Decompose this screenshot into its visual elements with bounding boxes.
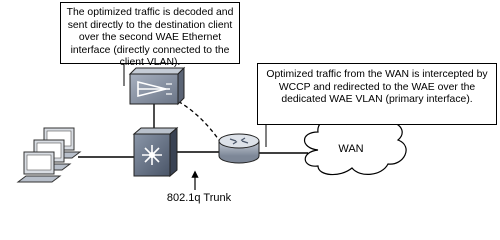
callout-wccp-intercept bbox=[257, 63, 497, 125]
wae-appliance-icon bbox=[130, 68, 184, 104]
switch-icon bbox=[134, 128, 177, 176]
wan-label: WAN bbox=[338, 143, 364, 155]
callout-decoded-traffic bbox=[60, 2, 240, 69]
callout-decoded-traffic-text: The optimized traffic is decoded and sent directly to the destination client over the second WAE Ethernet interface (directly connected to the client VLAN). bbox=[66, 7, 234, 69]
callout-wccp-intercept-text: Optimized traffic from the WAN is intercepted by WCCP and redirected to the WAE over the dedicated WAE VLAN (primary interface). bbox=[266, 69, 488, 106]
redirect-path-dashed bbox=[172, 98, 221, 143]
router-icon bbox=[219, 134, 259, 163]
trunk-label: 802.1q Trunk bbox=[166, 192, 232, 204]
client-computers-icon bbox=[18, 128, 80, 182]
